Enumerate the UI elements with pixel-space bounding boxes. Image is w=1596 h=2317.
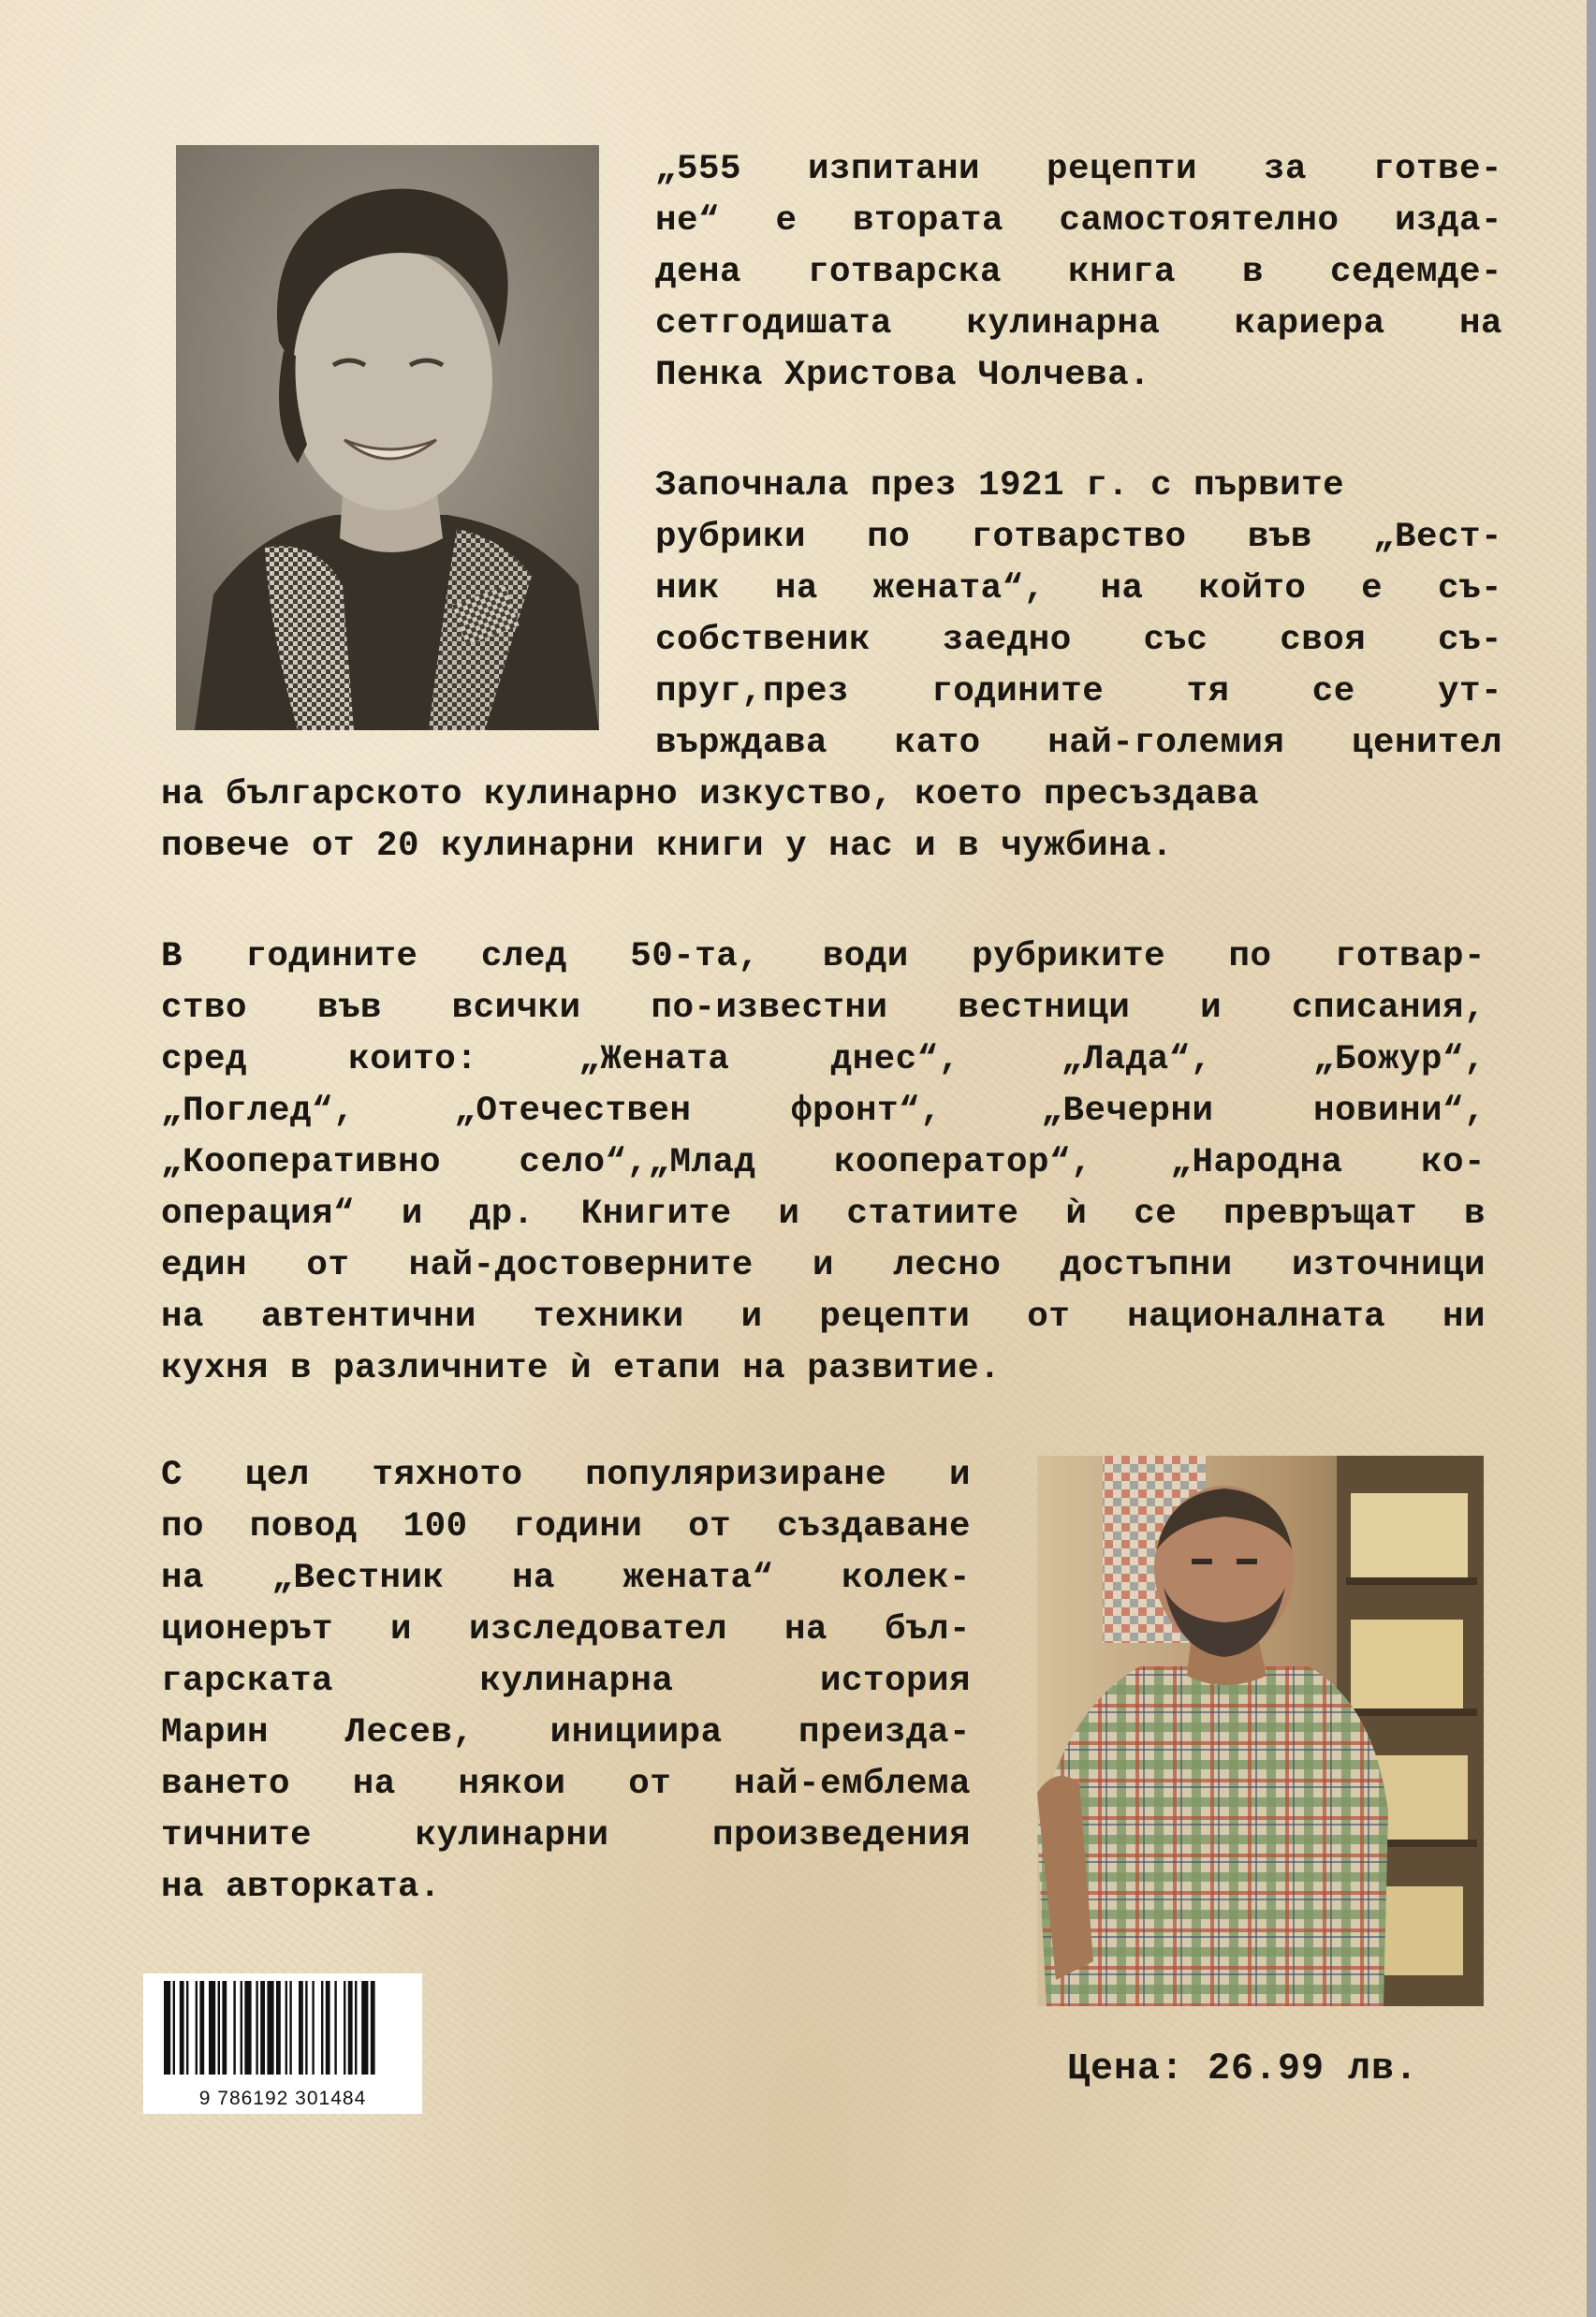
text-line: С цел тяхното популяризиране и: [161, 1456, 971, 1495]
text-line: сред които: „Жената днес“, „Лада“, „Божур“,: [161, 1040, 1486, 1079]
career-paragraph-continued: [161, 770, 1259, 873]
text-line: на „Вестник на жената“ колек-: [161, 1559, 971, 1598]
text-line: един от най-достоверните и лесно достъпни източници: [161, 1246, 1486, 1285]
text-line: Пенка Христова Чолчева.: [655, 356, 1151, 395]
publications-paragraph: [161, 931, 1486, 1395]
text-line: гарската кулинарна история: [161, 1662, 971, 1701]
text-line: ционерът и изследовател на бъл-: [161, 1610, 971, 1650]
author-portrait-photo: [176, 145, 599, 730]
text-line: на българското кулинарно изкуство, което пресъздава: [161, 775, 1260, 814]
text-line: ник на жената“, на който е съ-: [655, 569, 1502, 609]
text-line: рубрики по готварство във „Вест-: [655, 518, 1502, 557]
text-line: „Поглед“, „Отечествен фронт“, „Вечерни новини“,: [161, 1092, 1486, 1131]
text-line: ство във всички по-известни вестници и списания,: [161, 989, 1486, 1028]
text-line: дена готварска книга в седемде-: [655, 253, 1502, 292]
price-label: Цена: 26.99 лв.: [1067, 2048, 1419, 2090]
text-line: тичните кулинарни произведения: [161, 1816, 971, 1855]
text-line: Започнала през 1921 г. с първите: [655, 466, 1345, 506]
text-line: повече от 20 кулинарни книги у нас и в чужбина.: [161, 827, 1174, 866]
text-line: собственик заедно със своя съ-: [655, 621, 1502, 660]
text-line: „Кооперативно село“,„Млад кооператор“, „Народна ко-: [161, 1143, 1486, 1182]
text-line: пруг,през годините тя се ут-: [655, 672, 1502, 711]
text-line: В годините след 50-та, води рубриките по готвар-: [161, 937, 1486, 976]
text-line: сетгодишата кулинарна кариера на: [655, 304, 1502, 344]
collector-photo: [1037, 1456, 1484, 2006]
page-edge: [1587, 0, 1596, 2317]
text-line: „555 изпитани рецепти за готве-: [655, 150, 1502, 189]
isbn-barcode: [143, 1973, 422, 2114]
reissue-paragraph: [161, 1450, 971, 1914]
text-line: кухня в различните ѝ етапи на развитие.: [161, 1349, 1002, 1388]
text-line: Марин Лесев, инициира преизда-: [161, 1713, 971, 1752]
text-line: върждава като най-големия ценител: [655, 724, 1502, 763]
text-line: на автентични техники и рецепти от националната ни: [161, 1298, 1486, 1337]
text-line: операция“ и др. Книгите и статиите ѝ се превръщат в: [161, 1195, 1486, 1234]
text-line: на авторката.: [161, 1868, 442, 1907]
career-paragraph: [655, 461, 1502, 770]
barcode-digits: 9 786192 301484: [198, 2088, 367, 2109]
text-line: не“ е втората самостоятелно изда-: [655, 201, 1502, 241]
text-line: ването на някои от най-емблема: [161, 1765, 971, 1804]
intro-paragraph: [655, 144, 1502, 402]
barcode-bars: [143, 1973, 422, 2084]
text-line: по повод 100 години от създаване: [161, 1507, 971, 1547]
